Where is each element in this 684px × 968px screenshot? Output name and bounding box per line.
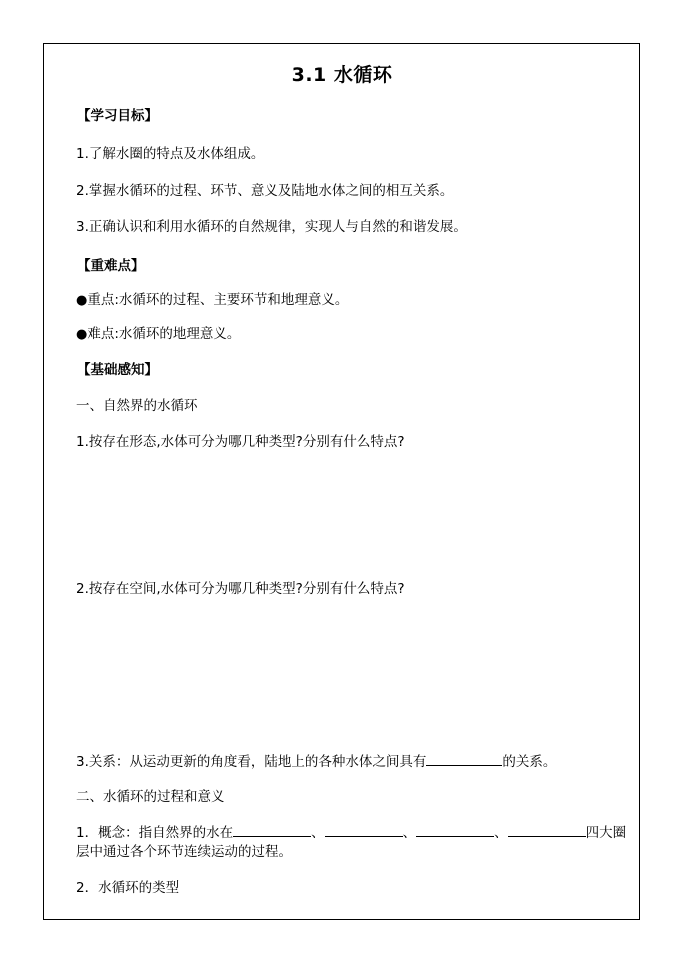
question-1: 1.按存在形态,水体可分为哪几种类型?分别有什么特点? [76,434,405,450]
section-heading-2: 二、水循环的过程和意义 [76,789,225,805]
key-points-heading: 【重难点】 [77,258,145,274]
objectives-heading: 【学习目标】 [77,108,158,124]
bullet-icon: ● [76,327,88,342]
fill-blank[interactable] [416,823,494,837]
fill-blank[interactable] [426,752,502,766]
separator: 、 [494,825,508,841]
key-point-text: 重点:水循环的过程、主要环节和地理意义。 [87,292,349,308]
key-point-item [76,291,348,310]
types-heading: 2．水循环的类型 [76,880,180,896]
separator: 、 [402,825,417,841]
concept-line-2: 层中通过各个环节连续运动的过程。 [76,844,292,860]
separator: 、 [311,825,325,841]
basics-heading: 【基础感知】 [77,362,158,378]
objective-item: 3.正确认识和利用水循环的自然规律，实现人与自然的和谐发展。 [76,219,467,235]
bullet-icon: ● [76,293,88,308]
fill-blank[interactable] [325,823,403,837]
key-point-text: 难点:水循环的地理意义。 [87,326,241,342]
concept-line [76,823,626,842]
question-3 [76,752,556,771]
objective-item: 1.了解水圈的特点及水体组成。 [76,146,265,162]
key-point-item [76,325,240,344]
page-title: 3.1 水循环 [291,64,393,86]
concept-prefix: 1．概念：指自然界的水在 [76,825,234,841]
concept-suffix: 四大圈 [585,825,627,841]
fill-blank[interactable] [508,823,586,837]
question-3-suffix: 的关系。 [502,754,557,770]
section-heading-1: 一、自然界的水循环 [76,398,198,414]
question-3-prefix: 3.关系：从运动更新的角度看，陆地上的各种水体之间具有 [76,754,427,770]
question-2: 2.按存在空间,水体可分为哪几种类型?分别有什么特点? [76,581,405,597]
objective-item: 2.掌握水循环的过程、环节、意义及陆地水体之间的相互关系。 [76,183,454,199]
fill-blank[interactable] [233,823,311,837]
